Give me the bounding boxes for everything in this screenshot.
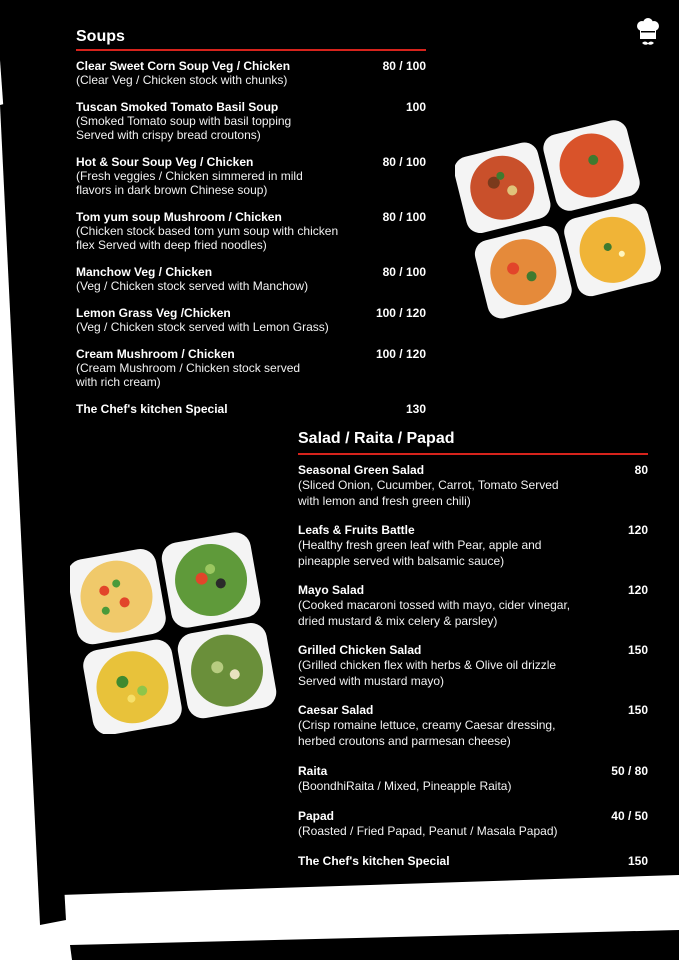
item-price: 120 [627, 583, 648, 597]
soup-item [76, 347, 426, 389]
item-desc: (Crisp romaine lettuce, creamy Caesar dressing, herbed croutons and parmesan cheese) [298, 718, 556, 748]
item-desc: (Veg / Chicken stock served with Lemon Grass) [76, 320, 329, 334]
item-price: 80 [634, 463, 648, 477]
item-desc: (Chicken stock based tom yum soup with chicken flex Served with deep fried noodles) [76, 224, 339, 252]
item-name: Lemon Grass Veg /Chicken [76, 306, 231, 320]
item-desc: (Sliced Onion, Cucumber, Carrot, Tomato Served with lemon and fresh green chili) [298, 478, 559, 508]
item-price: 100 [405, 100, 426, 114]
item-name: Papad [298, 809, 335, 823]
item-price: 100 / 120 [375, 347, 426, 361]
item-name: Tuscan Smoked Tomato Basil Soup [76, 100, 279, 114]
item-desc: (Veg / Chicken stock served with Manchow) [76, 279, 309, 293]
item-desc: (Healthy fresh green leaf with Pear, apple and pineapple served with balsamic sauce) [298, 538, 542, 568]
item-name: Raita [298, 764, 328, 778]
item-desc: (Clear Veg / Chicken stock with chunks) [76, 73, 288, 87]
item-desc: (Grilled chicken flex with herbs & Olive oil drizzle Served with mustard mayo) [298, 658, 557, 688]
salad-item [298, 854, 648, 868]
item-price: 130 [405, 402, 426, 416]
item-name: Cream Mushroom / Chicken [76, 347, 235, 361]
item-price: 120 [627, 523, 648, 537]
item-price: 150 [627, 703, 648, 717]
item-price: 40 / 50 [611, 809, 648, 823]
soup-item [76, 402, 426, 416]
soup-item [76, 155, 426, 197]
soup-item [76, 265, 426, 293]
salad-item [298, 523, 648, 569]
salad-item [298, 764, 648, 794]
item-name: Hot & Sour Soup Veg / Chicken [76, 155, 254, 169]
item-name: The Chef's kitchen Special [298, 854, 450, 868]
item-desc: (BoondhiRaita / Mixed, Pineapple Raita) [298, 779, 512, 793]
salad-item [298, 583, 648, 629]
item-desc: (Cooked macaroni tossed with mayo, cider vinegar, dried mustard & mix celery & parsley) [298, 598, 571, 628]
item-name: The Chef's kitchen Special [76, 402, 228, 416]
salad-photo-collage [70, 524, 280, 734]
salad-item [298, 809, 648, 839]
item-name: Grilled Chicken Salad [298, 643, 422, 657]
soups-divider [76, 49, 426, 51]
item-price: 50 / 80 [611, 764, 648, 778]
item-price: 100 / 120 [375, 306, 426, 320]
salad-item [298, 703, 648, 749]
soups-title: Soups [76, 28, 125, 45]
item-name: Leafs & Fruits Battle [298, 523, 415, 537]
salad-divider [298, 453, 648, 455]
item-price: 80 / 100 [382, 265, 426, 279]
item-name: Mayo Salad [298, 583, 365, 597]
item-price: 150 [627, 854, 648, 868]
salad-title: Salad / Raita / Papad [298, 430, 455, 447]
item-desc: (Roasted / Fried Papad, Peanut / Masala Papad) [298, 824, 558, 838]
item-desc: (Fresh veggies / Chicken simmered in mild flavors in dark brown Chinese soup) [76, 169, 303, 197]
item-name: Seasonal Green Salad [298, 463, 425, 477]
item-price: 150 [627, 643, 648, 657]
soup-item [76, 59, 426, 87]
item-price: 80 / 100 [382, 59, 426, 73]
salad-item [298, 463, 648, 509]
soup-item [76, 100, 426, 142]
item-name: Tom yum soup Mushroom / Chicken [76, 210, 282, 224]
item-name: Clear Sweet Corn Soup Veg / Chicken [76, 59, 291, 73]
item-price: 80 / 100 [382, 155, 426, 169]
salad-item [298, 643, 648, 689]
soup-item [76, 210, 426, 252]
item-name: Manchow Veg / Chicken [76, 265, 213, 279]
item-desc: (Cream Mushroom / Chicken stock served with rich cream) [76, 361, 301, 389]
item-name: Caesar Salad [298, 703, 374, 717]
soup-item [76, 306, 426, 334]
soup-photo-collage [455, 118, 663, 324]
chef-hat-icon [636, 18, 660, 48]
item-price: 80 / 100 [382, 210, 426, 224]
item-desc: (Smoked Tomato soup with basil topping Served with crispy bread croutons) [76, 114, 292, 142]
